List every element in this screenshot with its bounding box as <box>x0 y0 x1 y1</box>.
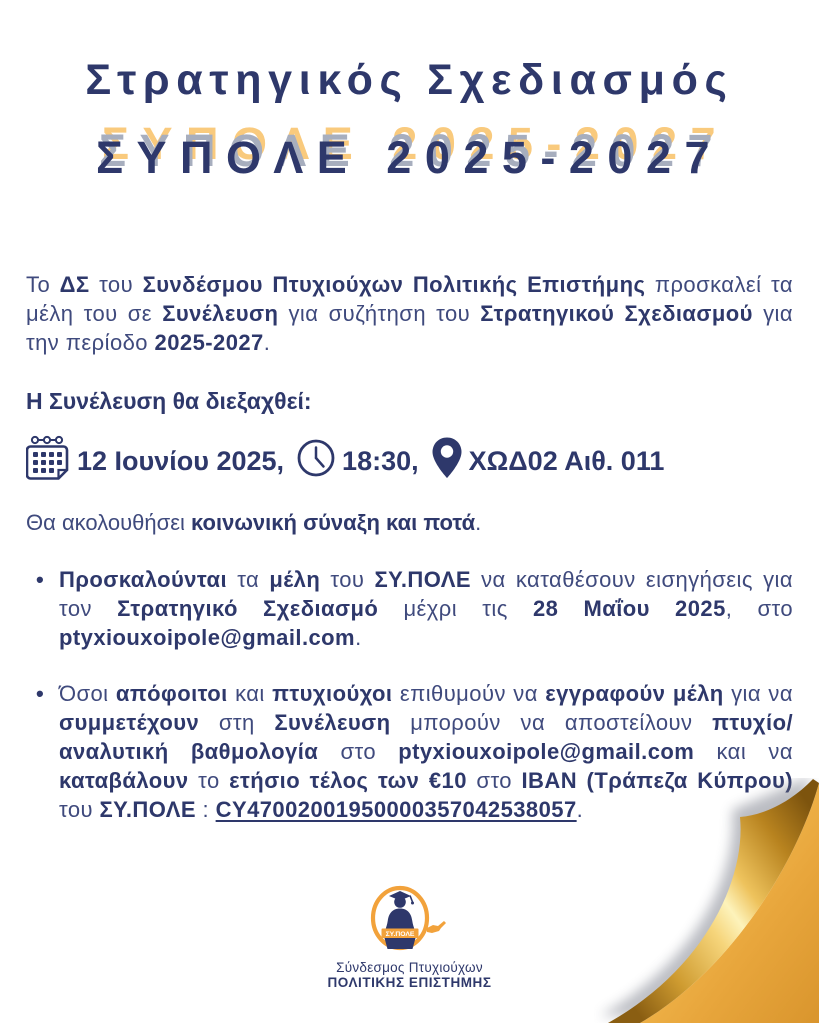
sypole-logo-emblem <box>364 884 456 952</box>
page-curl <box>594 778 819 1023</box>
sypole-logo <box>280 884 540 990</box>
page-title: Στρατηγικός Σχεδιασμός <box>85 56 734 104</box>
event-location: ΧΩΔ02 Αιθ. 011 <box>468 446 665 476</box>
logo-caption-line1: Σύνδεσμος Πτυχιούχων <box>336 960 483 975</box>
page-subtitle: ΣΥΠΟΛΕ 2025-2027 <box>95 132 724 183</box>
event-date: 12 Ιουνίου 2025, <box>77 446 285 476</box>
meeting-heading: Η Συνέλευση θα διεξαχθεί: <box>26 388 312 414</box>
bullet-item-submissions: • Προσκαλούνται τα μέλη του ΣΥ.ΠΟΛΕ να καταθέσουν εισηγήσεις για τον Στρατηγικό Σχεδιασμό μέχρι τις 28 Μαΐου 2025, στο ptyxiouxoipole@gmail.com. <box>26 565 793 652</box>
follow-up-line: Θα ακολουθήσει κοινωνική σύναξη και ποτά. <box>26 510 482 535</box>
logo-caption-line2: ΠΟΛΙΤΙΚΗΣ ΕΠΙΣΤΗΜΗΣ <box>327 975 492 990</box>
cyprus-island-icon <box>427 921 446 933</box>
calendar-icon <box>26 434 72 489</box>
logo-podium-label: ΣΥ.ΠΟΛΕ <box>385 931 414 938</box>
event-details-line <box>26 434 793 489</box>
clock-icon <box>295 437 337 486</box>
location-pin-icon <box>430 436 464 487</box>
event-time: 18:30, <box>342 446 419 476</box>
bullet-item-membership: • Όσοι απόφοιτοι και πτυχιούχοι επιθυμούν να εγγραφούν μέλη για να συμμετέχουν στη Συνέλευση μπορούν να αποστείλουν πτυχίο/αναλυτική βαθμολογία στο ptyxiouxoipole@gmail.com και να καταβάλουν το ετήσιο τέλος των €10 στο ΙΒΑΝ (Τράπεζα Κύπρου) του ΣΥ.ΠΟΛΕ : CY47002001950000357042538057. <box>26 679 793 824</box>
flyer-content <box>26 270 793 824</box>
intro-paragraph: Το ΔΣ του Συνδέσμου Πτυχιούχων Πολιτικής Επιστήμης προσκαλεί τα μέλη του σε Συνέλευση για συζήτηση του Στρατηγικού Σχεδιασμού για την περίοδο 2025-2027. <box>26 272 793 355</box>
